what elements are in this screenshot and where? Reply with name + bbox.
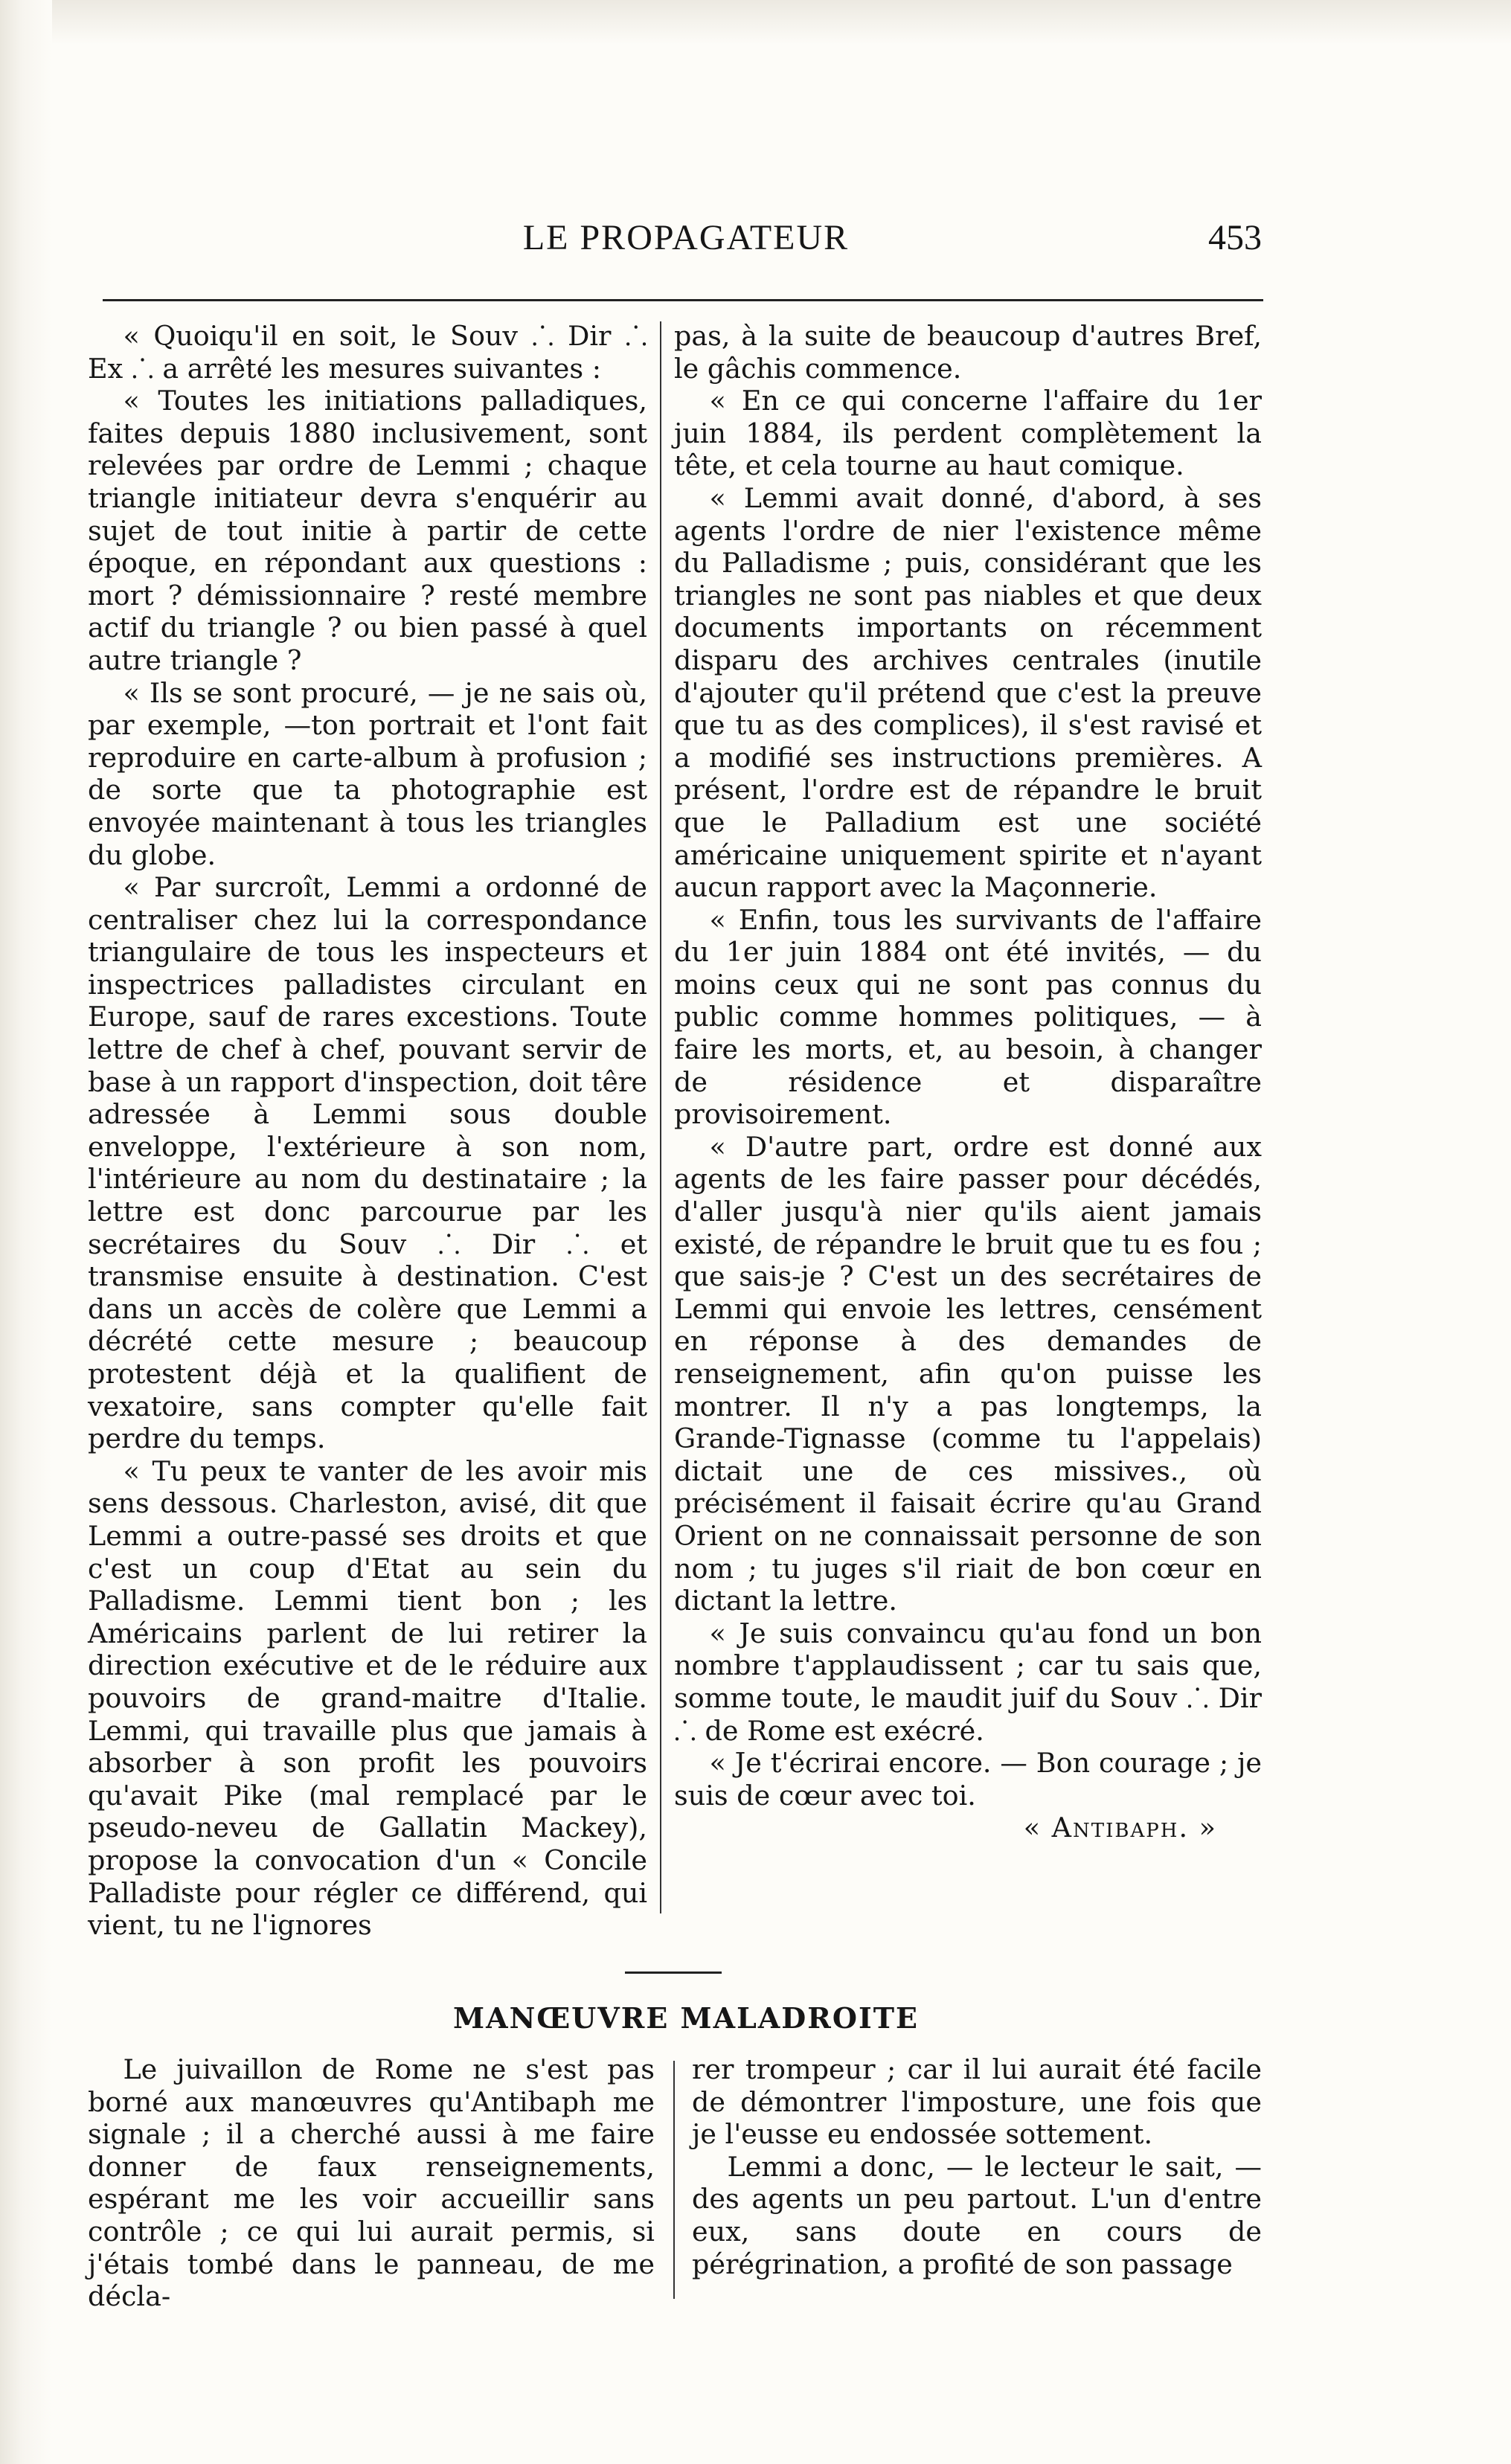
page-number: 453 xyxy=(1208,218,1262,257)
article-left-column xyxy=(88,320,647,1942)
running-title: LE PROPAGATEUR xyxy=(522,218,850,257)
page-header xyxy=(110,217,1262,277)
paragraph: « Toutes les initiations palladiques, faites depuis 1880 inclusivement, sont relevées par ordre de Lemmi ; chaque triangle initiateur devra s'enquérir au sujet de tout initie à partir de cette époque, en répondant aux questions : mort ? démissionnaire ? resté membre actif du triangle ? ou bien passé à quel autre triangle ? xyxy=(88,385,647,676)
section-separator-rule xyxy=(625,1971,722,1974)
paragraph: rer trompeur ; car il lui aurait été facile de démontrer l'imposture, une fois que je l'eusse eu endossée sottement. xyxy=(692,2053,1262,2151)
paragraph: « Je t'écrirai encore. — Bon courage ; je suis de cœur avec toi. xyxy=(674,1747,1262,1812)
paragraph: Lemmi a donc, — le lecteur le sait, — des agents un peu partout. L'un d'entre eux, sans doute en cours de pérégrination, a profité de son passage xyxy=(692,2150,1262,2280)
scan-left-edge xyxy=(0,0,52,2464)
article-right-column xyxy=(674,320,1262,1844)
section-left-column xyxy=(88,2053,655,2313)
paragraph: « Quoiqu'il en soit, le Souv ⸫ Dir ⸫ Ex ⸫ a arrêté les mesures suivantes : xyxy=(88,320,647,385)
section-right-column xyxy=(692,2053,1262,2280)
column-divider xyxy=(673,2061,675,2299)
paragraph: « D'autre part, ordre est donné aux agents de les faire passer pour décédés, d'aller jusqu'à nier qu'ils aient jamais existé, de répandre le bruit que tu es fou ; que sais-je ? C'est un des secrétaires de Lemmi qui envoie les lettres, censément en réponse à des demandes de renseignement, afin qu'on puisse les montrer. Il n'y a pas longtemps, la Grande-Tignasse (comme tu l'appelais) dictait une de ces missives., où précisément il faisait écrire qu'au Grand Orient on ne connaissait personne de son nom ; tu juges s'il riait de bon cœur en dictant la lettre. xyxy=(674,1130,1262,1617)
section-title: MANŒUVRE MALADROITE xyxy=(453,2001,919,2035)
paragraph: « En ce qui concerne l'affaire du 1er juin 1884, ils perdent complètement la tête, et cela tourne au haut comique. xyxy=(674,385,1262,482)
paragraph: pas, à la suite de beaucoup d'autres Bref, le gâchis commence. xyxy=(674,320,1262,385)
paragraph: « Je suis convaincu qu'au fond un bon nombre t'applaudissent ; car tu sais que, somme toute, le maudit juif du Souv ⸫ Dir ⸫ de Rome est exécré. xyxy=(674,1617,1262,1747)
paragraph: Le juivaillon de Rome ne s'est pas borné aux manœuvres qu'Antibaph me signale ; il a cherché aussi à me faire donner de faux renseignements, espérant me les voir accueillir sans contrôle ; ce qui lui aurait permis, si j'étais tombé dans le panneau, de me décla- xyxy=(88,2053,655,2313)
paragraph: « Lemmi avait donné, d'abord, à ses agents l'ordre de nier l'existence même du Palladisme ; puis, considérant que les triangles ne sont pas niables et que deux documents importants on récemment disparu des archives centrales (inutile d'ajouter qu'il prétend que c'est la preuve que tu as des complices), il s'est ravisé et a modifié ses instructions premières. A présent, l'ordre est de répandre le bruit que le Palladium est une société américaine uniquement spirite et n'ayant aucun rapport avec la Maçonnerie. xyxy=(674,481,1262,904)
scan-top-edge xyxy=(0,0,1511,45)
paragraph: « Ils se sont procuré, — je ne sais où, par exemple, —ton portrait et l'ont fait reproduire en carte-album à profusion ; de sorte que ta photographie est envoyée maintenant à tous les triangles du globe. xyxy=(88,676,647,871)
paragraph: « Tu peux te vanter de les avoir mis sens dessous. Charleston, avisé, dit que Lemmi a outre-passé ses droits et que c'est un coup d'Etat au sein du Palladisme. Lemmi tient bon ; les Américains parlent de lui retirer la direction exécutive et de le réduire aux pouvoirs de grand-maitre d'Italie. Lemmi, qui travaille plus que jamais à absorber à son profit les pouvoirs qu'avait Pike (mal remplacé par le pseudo-neveu de Gallatin Mackey), propose la convocation d'un « Concile Palladiste pour régler ce différend, qui vient, tu ne l'ignores xyxy=(88,1454,647,1942)
column-divider xyxy=(660,321,661,1913)
paragraph: « Par surcroît, Lemmi a ordonné de centraliser chez lui la correspondance triangulaire de tous les inspecteurs et inspectrices palladistes circulant en Europe, sauf de rares excestions. Toute lettre de chef à chef, pouvant servir de base à un rapport d'inspection, doit têre adressée à Lemmi sous double enveloppe, l'extérieure à son nom, l'intérieure au nom du destinataire ; la lettre est donc parcourue par les secrétaires du Souv ⸫ Dir ⸫ et transmise ensuite à destination. C'est dans un accès de colère que Lemmi a décrété cette mesure ; beaucoup protestent déjà et la qualifient de vexatoire, sans compter qu'elle fait perdre du temps. xyxy=(88,871,647,1455)
letter-signature: « Antibaph. » xyxy=(1023,1812,1217,1844)
paragraph: « Enfin, tous les survivants de l'affaire du 1er juin 1884 ont été invités, — du moins ceux qui ne sont pas connus du public comme hommes politiques, — à faire les morts, et, au besoin, à changer de résidence et disparaître provisoirement. xyxy=(674,903,1262,1131)
header-rule xyxy=(103,299,1263,301)
